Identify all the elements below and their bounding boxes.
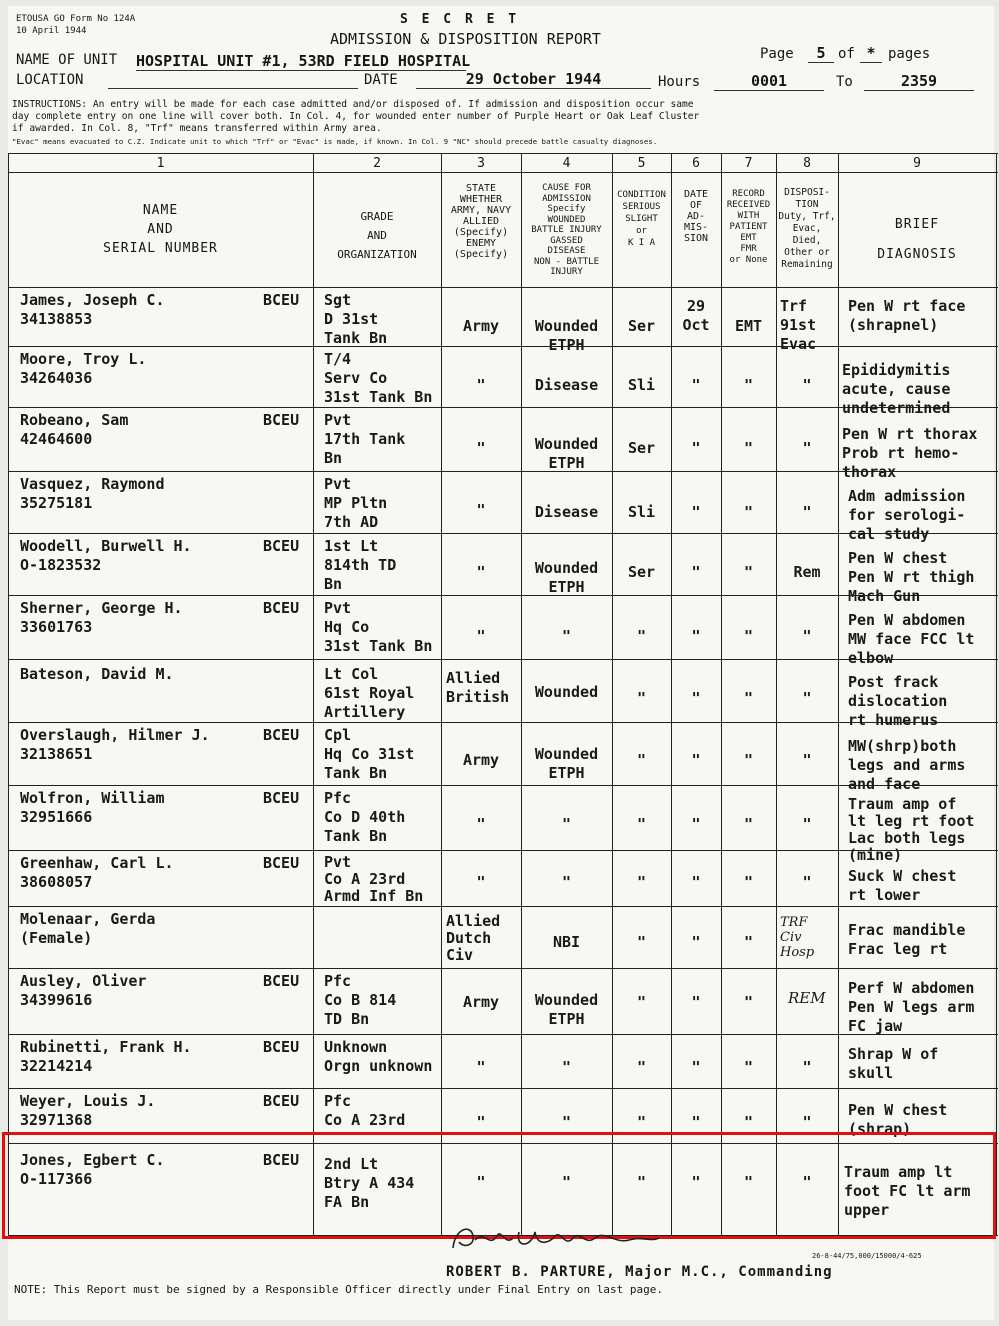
hours-to: 2359 (864, 72, 974, 91)
admission-date: " (691, 1113, 701, 1131)
record: " (743, 627, 754, 645)
state: " (476, 501, 486, 519)
diagnosis: Traum amp lt foot FC lt arm upper (844, 1163, 971, 1219)
disposition: REM (788, 989, 826, 1007)
state: Army (462, 317, 500, 335)
condition: " (636, 993, 647, 1011)
diagnosis: Pen W abdomen MW face FCC lt elbow (848, 611, 975, 667)
record: " (743, 376, 754, 394)
patient-code: BCEU (263, 972, 300, 990)
condition: " (636, 689, 647, 707)
diagnosis: Perf W abdomen Pen W legs arm FC jaw (848, 979, 975, 1035)
patient-code: BCEU (263, 291, 300, 309)
row-border (8, 1088, 998, 1089)
col-border (8, 153, 9, 1235)
page-number: 5 (808, 44, 834, 63)
column-number: 6 (692, 156, 700, 171)
patient-name-serial: Ausley, Oliver 34399616 (20, 972, 147, 1009)
location-label: LOCATION (16, 72, 84, 88)
disposition: " (802, 815, 812, 833)
grade-organization: Cpl Hq Co 31st Tank Bn (324, 726, 415, 782)
diagnosis: Traum amp of lt leg rt foot Lac both legs (mine) (848, 795, 975, 864)
patient-code: BCEU (263, 1151, 300, 1169)
handwritten-signature (445, 1218, 675, 1258)
col-border (313, 153, 314, 1235)
grade-organization: 1st Lt 814th TD Bn (324, 537, 397, 593)
diagnosis: Shrap W of skull (848, 1045, 939, 1082)
record: " (743, 1058, 754, 1076)
patient-name-serial: Robeano, Sam 42464600 (20, 411, 129, 448)
admission-date: " (691, 933, 701, 951)
condition: Sli (627, 503, 656, 521)
state: Army (462, 993, 500, 1011)
condition: " (636, 815, 647, 833)
form-date: 10 April 1944 (16, 26, 87, 36)
diagnosis: Pen W rt thorax Prob rt hemo- thorax (842, 425, 978, 481)
state: Army (462, 751, 500, 769)
admission-date: 29 Oct (682, 297, 710, 334)
column-header-date: DATE OF AD- MIS- SION (683, 189, 709, 244)
cause: Disease (534, 376, 599, 394)
disposition: " (802, 376, 812, 394)
state: " (476, 439, 486, 457)
column-header-record: RECORD RECEIVED WITH PATIENT EMT FMR or None (726, 189, 771, 265)
pages-label: pages (888, 46, 931, 62)
hours-label: Hours (658, 74, 701, 90)
disposition: " (802, 689, 812, 707)
column-number: 3 (477, 156, 485, 171)
cause: " (561, 627, 572, 645)
disposition: " (802, 503, 812, 521)
diagnosis: MW(shrp)both legs and arms and face (848, 737, 966, 793)
condition: " (636, 873, 647, 891)
column-number: 1 (156, 156, 165, 171)
admission-date: " (691, 439, 701, 457)
row-border (8, 153, 998, 154)
to-label: To (836, 74, 853, 90)
disposition: " (802, 627, 812, 645)
patient-name-serial: Wolfron, William 32951666 (20, 789, 165, 826)
condition: " (636, 627, 647, 645)
column-header-state: STATE WHETHER ARMY, NAVY ALLIED (Specify) ENEMY (Specify) (450, 183, 512, 260)
cause: Wounded ETPH (534, 435, 599, 472)
record: " (743, 993, 754, 1011)
cause: " (561, 815, 572, 833)
condition: " (636, 933, 647, 951)
cause: Wounded ETPH (534, 317, 599, 354)
condition: Ser (627, 563, 656, 581)
admission-date: " (691, 376, 701, 394)
cause: Wounded ETPH (534, 559, 599, 596)
col-border (996, 153, 997, 1235)
condition: " (636, 1113, 647, 1131)
footer-note: NOTE: This Report must be signed by a Responsible Officer directly under Final Entry on last page. (14, 1283, 664, 1296)
report-table (8, 153, 998, 1258)
patient-code: BCEU (263, 1092, 300, 1110)
condition: " (636, 751, 647, 769)
patient-name-serial: Rubinetti, Frank H. 32214214 (20, 1038, 192, 1075)
disposition: " (802, 1113, 812, 1131)
instructions-line-1: INSTRUCTIONS: An entry will be made for each case admitted and/or disposed of. If admission and disposition occur same (12, 99, 694, 110)
diagnosis: Suck W chest rt lower (848, 867, 957, 904)
row-border (8, 906, 998, 907)
patient-name-serial: Moore, Troy L. 34264036 (20, 350, 147, 387)
state: Allied Dutch Civ (446, 912, 501, 964)
condition: " (636, 1058, 647, 1076)
patient-name-serial: Woodell, Burwell H. O-1823532 (20, 537, 192, 574)
cause: Wounded ETPH (534, 991, 599, 1028)
condition: " (636, 1173, 647, 1191)
column-header-grade: GRADE AND ORGANIZATION (337, 210, 417, 261)
grade-organization: Lt Col 61st Royal Artillery (324, 665, 415, 721)
diagnosis: Pen W chest (shrap) (848, 1101, 948, 1138)
patient-name-serial: James, Joseph C. 34138853 (20, 291, 165, 328)
cause: NBI (552, 933, 581, 951)
diagnosis: Epididymitis acute, cause undetermined (842, 361, 951, 417)
column-number: 2 (373, 156, 381, 171)
record: " (743, 503, 754, 521)
form-reference: ETOUSA GO Form No 124A (16, 14, 136, 24)
cause: Wounded ETPH (534, 745, 599, 782)
cause: " (561, 1113, 572, 1131)
grade-organization: Pvt MP Pltn 7th AD (324, 475, 388, 531)
record: EMT (734, 317, 763, 335)
patient-name-serial: Overslaugh, Hilmer J. 32138651 (20, 726, 210, 763)
condition: Sli (627, 376, 656, 394)
state: " (476, 873, 486, 891)
condition: Ser (627, 439, 656, 457)
cause: " (561, 1058, 572, 1076)
instructions-line-2: day complete entry on one line will cover both. In Col. 4, for wounded enter number of Purple Heart or Oak Leaf Cluster (12, 111, 700, 122)
record: " (743, 1113, 754, 1131)
record: " (743, 439, 754, 457)
classification-stamp: S E C R E T (400, 12, 520, 27)
grade-organization: Pfc Co D 40th Tank Bn (324, 789, 406, 845)
patient-code: BCEU (263, 789, 300, 807)
disposition: Trf 91st Evac (780, 297, 817, 353)
row-border (8, 346, 998, 347)
row-border (8, 287, 998, 288)
cause: " (561, 873, 572, 891)
admission-date: " (691, 873, 701, 891)
admission-date: " (691, 1173, 701, 1191)
disposition: " (802, 873, 812, 891)
column-number: 5 (637, 156, 646, 171)
column-number: 9 (913, 156, 921, 171)
column-number: 7 (744, 156, 753, 171)
diagnosis: Post frack dislocation rt humerus (848, 673, 948, 729)
col-border (838, 153, 839, 1235)
page-label: Page (760, 46, 794, 62)
page-total: * (860, 44, 882, 63)
state: " (476, 376, 486, 394)
admission-date: " (691, 815, 701, 833)
disposition: " (802, 1058, 812, 1076)
unit-label: NAME OF UNIT (16, 52, 118, 68)
report-title: ADMISSION & DISPOSITION REPORT (330, 30, 601, 48)
grade-organization: Pfc Co B 814 TD Bn (324, 972, 397, 1028)
row-border (8, 172, 998, 173)
patient-code: BCEU (263, 599, 300, 617)
column-header-cause: CAUSE FOR ADMISSION Specify WOUNDED BATTLE INJURY GASSED DISEASE NON - BATTLE INJURY (531, 183, 602, 277)
record: " (743, 873, 754, 891)
grade-organization: 2nd Lt Btry A 434 FA Bn (324, 1155, 415, 1211)
date-label: DATE (364, 72, 398, 88)
grade-organization: Pvt Co A 23rd Armd Inf Bn (324, 853, 424, 905)
record: " (743, 563, 754, 581)
admission-date: " (691, 689, 701, 707)
date-value: 29 October 1944 (416, 70, 651, 89)
record: " (743, 689, 754, 707)
instructions-line-4: "Evac" means evacuated to C.Z. Indicate unit to which "Trf" or "Evac" is made, if known. In Col. 9 "NC" should precede battle casualty diagnoses. (12, 137, 658, 146)
patient-code: BCEU (263, 854, 300, 872)
patient-name-serial: Jones, Egbert C. O-117366 (20, 1151, 165, 1188)
state: " (476, 1173, 486, 1191)
cause: Wounded (534, 683, 599, 701)
column-header-diagnosis: BRIEF DIAGNOSIS (877, 217, 957, 262)
state: Allied British (446, 669, 510, 706)
grade-organization: Unknown Orgn unknown (324, 1038, 433, 1075)
grade-organization: T/4 Serv Co 31st Tank Bn (324, 350, 433, 406)
row-border (8, 968, 998, 969)
patient-name-serial: Vasquez, Raymond 35275181 (20, 475, 165, 512)
state: " (476, 815, 486, 833)
disposition: TRF Civ Hosp (780, 915, 815, 960)
condition: Ser (627, 317, 656, 335)
patient-name-serial: Weyer, Louis J. 32971368 (20, 1092, 156, 1129)
column-number: 4 (562, 156, 571, 171)
admission-date: " (691, 503, 701, 521)
unit-value: HOSPITAL UNIT #1, 53RD FIELD HOSPITAL (136, 52, 471, 70)
instructions-line-3: if awarded. In Col. 8, "Trf" means transferred within Army area. (12, 123, 382, 134)
patient-code: BCEU (263, 1038, 300, 1056)
disposition: Rem (793, 563, 821, 581)
disposition: " (802, 439, 812, 457)
signatory-name: ROBERT B. PARTURE, Major M.C., Commanding (446, 1264, 833, 1280)
patient-code: BCEU (263, 726, 300, 744)
state: " (476, 563, 486, 581)
hours-from: 0001 (714, 72, 824, 91)
page-of-label: of (838, 46, 855, 62)
patient-name-serial: Sherner, George H. 33601763 (20, 599, 183, 636)
patient-code: BCEU (263, 411, 300, 429)
record: " (743, 751, 754, 769)
cause: " (561, 1173, 572, 1191)
patient-name-serial: Bateson, David M. (20, 665, 174, 683)
diagnosis: Adm admission for serologi- cal study (848, 487, 966, 543)
record: " (743, 933, 754, 951)
state: " (476, 1058, 486, 1076)
column-header-name: NAME AND SERIAL NUMBER (103, 203, 218, 256)
admission-date: " (691, 563, 701, 581)
grade-organization: Pvt Hq Co 31st Tank Bn (324, 599, 433, 655)
diagnosis: Pen W chest Pen W rt thigh Mach Gun (848, 549, 975, 605)
state: " (476, 1113, 486, 1131)
patient-code: BCEU (263, 537, 300, 555)
diagnosis: Frac mandible Frac leg rt (848, 921, 966, 958)
admission-date: " (691, 627, 701, 645)
admission-date: " (691, 751, 701, 769)
column-header-disposition: DISPOSI- TION Duty, Trf, Evac, Died, Other or Remaining (778, 187, 836, 270)
location-value (108, 74, 358, 89)
grade-organization: Pfc Co A 23rd (324, 1092, 406, 1129)
grade-organization: Sgt D 31st Tank Bn (324, 291, 388, 347)
state: " (476, 627, 486, 645)
diagnosis: Pen W rt face (shrapnel) (848, 297, 966, 334)
record: " (743, 815, 754, 833)
admission-date: " (691, 993, 701, 1011)
patient-name-serial: Molenaar, Gerda (Female) (20, 910, 156, 947)
form-code: 26-8-44/75,000/15000/4-625 (812, 1252, 922, 1260)
disposition: " (802, 751, 812, 769)
record: " (743, 1173, 754, 1191)
admission-date: " (691, 1058, 701, 1076)
grade-organization: Pvt 17th Tank Bn (324, 411, 406, 467)
column-header-condition: CONDITION SERIOUS SLIGHT or K I A (617, 190, 666, 248)
disposition: " (802, 1173, 812, 1191)
column-number: 8 (803, 156, 811, 171)
cause: Disease (534, 503, 599, 521)
patient-name-serial: Greenhaw, Carl L. 38608057 (20, 854, 174, 891)
